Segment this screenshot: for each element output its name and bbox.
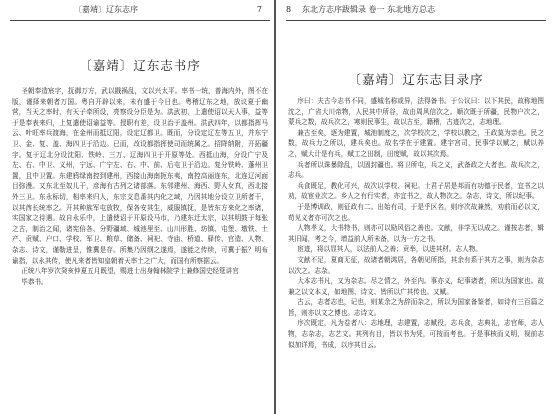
- left-page-number: 7: [256, 5, 262, 14]
- left-page-title: 〔嘉靖〕辽东志书序: [79, 58, 201, 73]
- right-running-head: 东北方志序跋辑录 卷一 东北地方总志: [302, 5, 436, 14]
- right-paragraph: 序曰：夫古今志书不同，盛城名称或异，法得备书。于公议曰：以下其民，故称地图沈之，广省大川帝物，人民其中所谷，故由周风信次之。顺次既于所疆，民物户次之，蒙兵之数，故兵次之，寒则民事生，故以古至，籍稽，古迹次之，志地理。: [288, 97, 544, 127]
- right-paragraph: 人物孝义，大书特书，则亦可以励风俗之善也。文献，非学无以成之。谨按志者，辑其旧闻，考之今，增益前人所未备，以为一方之书。: [288, 224, 544, 243]
- right-page: [280, 0, 552, 414]
- right-paragraph: 序次既定，凡为卷者八：志地理，志建置，志赋役，志兵食，志典礼，志官师，志人物，志杂志，志艺文。其列有目，皆以书为凭，可按而考也。于是事核而义明，视前志似加详焉，书成，以序其目云。: [288, 319, 544, 349]
- right-paragraph: 古云，志者志也，记也，则某余之为辞而杂之，所以为国家备鉴者，如诗有三百篇之旨，则亦以文之博也。志诗文。: [288, 298, 544, 317]
- right-page-title: 〔嘉靖〕辽东志目录序: [348, 72, 484, 87]
- page-gutter: [274, 0, 276, 414]
- right-paragraph: 兵食既足，教化可兴，故次以学校、祠祀。士君子居是邦而有功德于民者，宜书之以劝，故宦业次之。乡人之有行实者，亦宜书之，故人物次之。杂志，诗文，所以纪事。: [288, 181, 544, 201]
- right-paragraph: 大本志书凡，又为杂志。尽之情之，外至内。事亦义，纪事诸者，所以为国家也。故兼之以文本义，如地图、诗文、皆所以广其传也。又赋。: [288, 277, 544, 296]
- left-page-header: [4, 0, 276, 20]
- right-page-number: 8: [286, 5, 292, 14]
- left-paragraph: 正统八年岁次癸亥仲夏五月既望，赐进士出身翰林院学士兼修国史经筵讲官: [21, 267, 239, 276]
- right-page-header: [280, 0, 552, 20]
- left-page: [4, 0, 276, 414]
- left-paragraph: 圣朝奉造宸字，抚御万方，武以戡祸乱，文以兴太平。率书一统，普海内外，图不在版，谨择来朝者万国。粤自开辟以来，未有盛于今日也。粤稽辽东之地，放议夏于幽营，当天之率时，有天子牵所设，亮察设分臣是为。洪武初，上遣使诏以天人事，益等于是奉表来归，上复遣使诏谕益等。授职有差，设卫治于盖州。洪武四年，以都指挥马云、叶旺率兵渡海，在金州而抵辽阳，设定辽都卫。既而，分设定辽左等五卫，并东宁卫、金、复、盖、海四卫于沿边。已而，改设都指挥使司而统属之。招降纳附，开拓疆宇。复于辽北分设沈阳、铁岭、三万、辽海四卫于开原等处。西抵山海，分设广宁及左、右、中卫、义州，宁远、广宁左、右、中、前、后屯卫于沿边。复分铁岭、蓬州卫置，且中卫置。东建鸦绿南控到建州，西接山海南扼东夷，南控高丽连东，北连辽河面目弥漫。又东北至奴儿干，彦海有古列之诸部落。东邻建州、海西、野人女真，西北接外三卫。东永标切，相率来归人，东宗支息番其内化之域，乃因其地分设立卫所者干，以其酋长统率之。开其种族军屯放牧，保各安其生，威服镇抚，是皆东方来化之率诸，实国家之待遇。故自永乐中，上遣使诏于开原设马市，乃建东迁太宗，以其明鼓于每张之古，制治之闻，诸宪倍各、分野疆域、城池里至、山川形胜、坊镇、屯堡、墩铁、土产、贡赋、户口、学校、军卫、粮草、储备、祠祀、寺庙、桥道、驿传、官造、人物、杂志、诗文，谨勒进呈，惟冀是存。所集乃因纲之遂焉，遂能之传续，可冀于振？明布谕指，以永其传，使凡来者皆知皇朝着天率土之广大，而国有所察据云。: [12, 87, 268, 265]
- right-header-rule: [286, 20, 546, 21]
- right-paragraph: 兵者所以诛暴除乱，以固封疆也。将卫所屯，兵之义，武备政之大者也。故兵次之，志兵。: [288, 160, 544, 180]
- left-running-head: 〔嘉靖〕辽东志序: [74, 5, 138, 14]
- left-page-body: [12, 86, 268, 287]
- right-paragraph: 于是博训政，则征政有二。出始有司，于是乎区名，则序次故兼然，劝前而必以文，苟见义者亦可次之也。: [288, 202, 544, 222]
- right-paragraph: 兼古至矣，逐为建置，城池制度之，次学校次之，学校以教之，王政莫为亲也。民之数，故兵力之所以，建兵矣也。故名学在于建置。建宇宫司，民事学以赋之，赋以养之，赋大计是有兵，赋工之田制，田度赋，故以其次焉。: [288, 128, 544, 158]
- right-paragraph: 文献不足，夏商无征，故诸者朝鸿居，各朝见所指，其余有系于其方之事，则为杂志以次之。志杂。: [288, 255, 544, 275]
- left-header-rule: [10, 20, 270, 21]
- right-paragraph: 宦迹，将以显其人，以法前人之善；贡举，以进其材。志人物。: [297, 245, 482, 254]
- right-page-body: [288, 96, 544, 350]
- left-paragraph: 毕恭书。: [21, 277, 48, 286]
